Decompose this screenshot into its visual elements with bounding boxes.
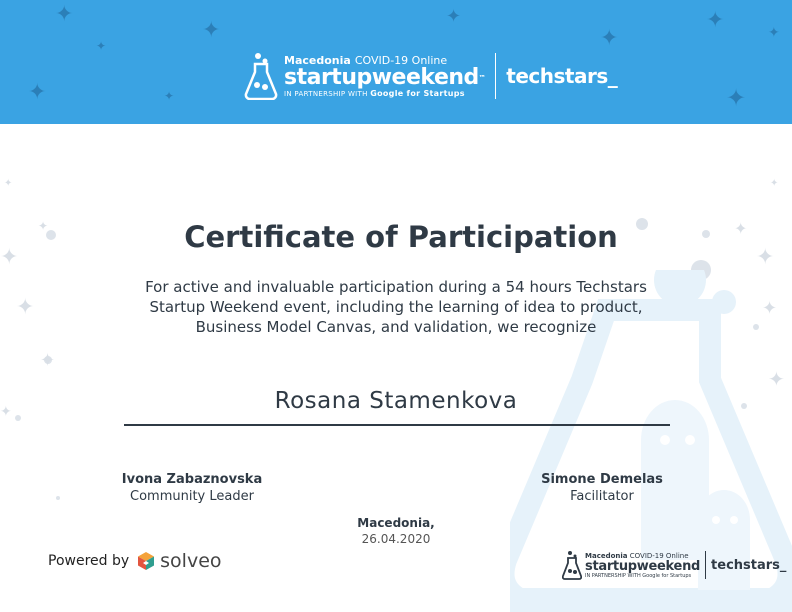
techstars-logo: techstars_ bbox=[506, 64, 618, 88]
footer-event-tag: COVID-19 Online bbox=[629, 551, 689, 560]
svg-text:✦: ✦ bbox=[38, 219, 49, 233]
certificate-description bbox=[0, 277, 792, 337]
flask-logo-icon bbox=[244, 52, 278, 100]
brand-name: startupweekend bbox=[284, 65, 479, 90]
star-icon: ✦ bbox=[202, 18, 221, 43]
svg-text:✦: ✦ bbox=[762, 298, 778, 319]
star-icon: ✦ bbox=[96, 39, 107, 53]
powered-by bbox=[48, 550, 222, 572]
footer-techstars-logo: techstars_ bbox=[711, 557, 787, 573]
footer-brand-name: startupweekend bbox=[585, 558, 701, 574]
star-icon: ✦ bbox=[28, 80, 47, 105]
footer-divider bbox=[705, 551, 706, 579]
svg-text:✦: ✦ bbox=[734, 219, 748, 238]
signatory-role: Facilitator bbox=[570, 489, 634, 504]
brand-region: Macedonia bbox=[284, 54, 351, 67]
svg-text:✦: ✦ bbox=[0, 404, 12, 420]
solveo-logo-icon bbox=[136, 551, 156, 571]
signatory-name: Simone Demelas bbox=[541, 472, 663, 487]
star-icon: ✦ bbox=[726, 84, 747, 112]
signatory-name: Ivona Zabaznovska bbox=[121, 472, 263, 487]
signatory-role: Community Leader bbox=[130, 489, 254, 504]
svg-text:✦: ✦ bbox=[756, 245, 775, 270]
signatory-right bbox=[522, 472, 682, 504]
star-icon: ✦ bbox=[768, 25, 780, 41]
partnership-prefix: IN PARTNERSHIP WITH bbox=[284, 90, 368, 98]
place-date bbox=[346, 516, 446, 546]
footer-partnership: IN PARTNERSHIP WITH Google for Startups bbox=[585, 572, 692, 579]
header-logo bbox=[244, 48, 617, 104]
recipient-underline bbox=[124, 424, 670, 426]
logo-divider bbox=[495, 53, 496, 99]
svg-text:✦: ✦ bbox=[770, 178, 779, 189]
description-line: For active and invaluable participation during a 54 hours Techstars bbox=[145, 278, 647, 296]
svg-text:✦: ✦ bbox=[4, 178, 13, 189]
certificate-title: Certificate of Participation bbox=[184, 220, 618, 254]
powered-label: Powered by bbox=[48, 553, 130, 569]
star-icon: ✦ bbox=[600, 26, 619, 51]
brand-event-tag: COVID-19 Online bbox=[354, 54, 448, 67]
svg-text:✦: ✦ bbox=[16, 295, 35, 320]
star-icon: ✦ bbox=[706, 8, 725, 33]
date: 26.04.2020 bbox=[361, 532, 431, 546]
star-icon: ✦ bbox=[55, 2, 74, 27]
place: Macedonia, bbox=[357, 516, 435, 530]
brand-block bbox=[284, 54, 485, 98]
svg-text:✦: ✦ bbox=[768, 367, 785, 391]
signatory-left bbox=[112, 472, 272, 504]
footer-region: Macedonia bbox=[585, 551, 628, 560]
solveo-brand: solveo bbox=[160, 550, 222, 572]
header-banner bbox=[0, 0, 792, 124]
description-line: Startup Weekend event, including the learning of idea to product, bbox=[149, 298, 643, 316]
footer-brand-block bbox=[585, 552, 700, 579]
partner-name: Google for Startups bbox=[370, 89, 465, 98]
recipient-name: Rosana Stamenkova bbox=[274, 388, 518, 414]
svg-text:✦: ✦ bbox=[0, 245, 19, 270]
description-line: Business Model Canvas, and validation, we recognize bbox=[195, 318, 597, 336]
svg-text:✦: ✦ bbox=[40, 350, 56, 371]
trademark: ™ bbox=[478, 74, 486, 82]
flask-logo-icon bbox=[562, 550, 582, 580]
footer-logo bbox=[562, 550, 786, 580]
star-icon: ✦ bbox=[446, 6, 462, 27]
star-icon: ✦ bbox=[164, 89, 175, 103]
